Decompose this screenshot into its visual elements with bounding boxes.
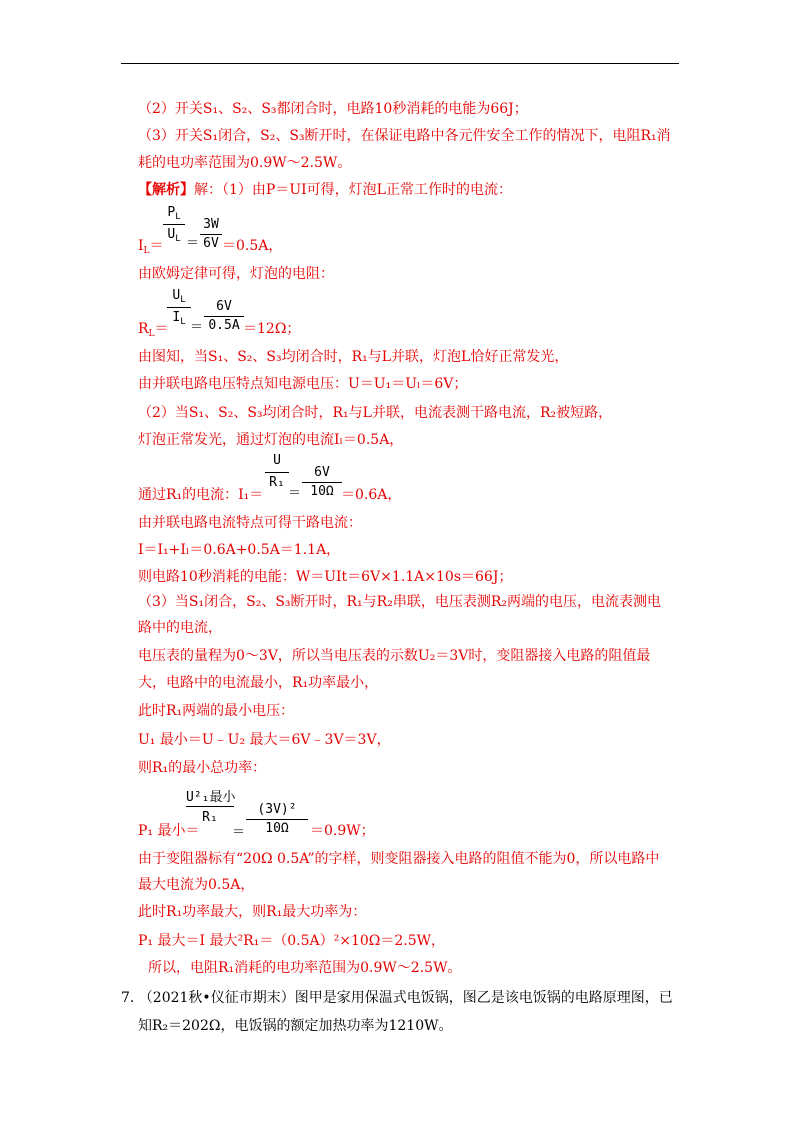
f3-result: ＝0.6A， [341,487,402,503]
f2-num: 6V [216,299,232,314]
rheostat-line-1: 由于变阻器标有“20Ω 0.5A”的字样，则变阻器接入电路的阻值不能为0，所以电路中 [138,851,660,867]
f1-result: ＝0.5A， [222,238,283,254]
header-rule [121,63,679,64]
f3-den: 10Ω [310,484,334,499]
circuit-line-1: 由图知，当S₁、S₂、S₃均闭合时，R₁与L并联，灯泡L恰好正常发光， [138,349,569,365]
f1-num: 3W [203,217,219,232]
f2-lhs-sub: L [148,329,155,339]
f2-den: 0.5A [208,318,240,333]
analysis-label: 【解析】 [138,182,194,198]
f4-lhs: P₁ 最小＝ [138,823,200,839]
f2-top-sub: L [180,295,186,305]
f2-bot: I [172,310,181,325]
circuit-line-2: 由并联电路电压特点知电源电压：U＝U₁＝Uₗ＝6V； [138,376,468,392]
f3-num: 6V [314,465,330,480]
part3-line-2: 路中的电流， [138,620,222,636]
f1-den: 6V [203,236,219,251]
min-voltage-label: 此时R₁两端的最小电压： [138,703,295,719]
ohm-law-line: 由欧姆定律可得，灯泡的电阻： [138,266,334,282]
f1-lhs: I [138,238,144,254]
f4-bot: R₁ [202,810,218,825]
f1-lhs-sub: L [143,246,150,256]
max-power-line: P₁ 最大＝I 最大²R₁＝（0.5A）²×10Ω＝2.5W， [138,933,446,949]
analysis-line [138,181,512,199]
analysis-text: 解：（1）由P＝UI可得，灯泡L正常工作时的电流： [194,182,512,198]
f1-bot-sub: L [175,234,181,244]
f3-pre: 通过R₁的电流：I₁＝ [138,487,264,503]
rheostat-line-2: 最大电流为0.5A， [138,877,255,893]
f2-top: U [172,288,181,303]
energy-line: 则电路10秒消耗的电能：W＝UIt＝6V×1.1A×10s＝66J； [138,569,513,585]
f2-lhs: R [138,321,149,337]
f4-result: ＝0.9W； [310,823,375,839]
min-voltage-line: U₁ 最小＝U﹣U₂ 最大＝6V﹣3V＝3V， [138,732,391,748]
question-7-line-1: 7. （2021秋•仪征市期末）图甲是家用保温式电饭锅，图乙是该电饭锅的电路原理图，已 [121,990,673,1006]
f1-top-sub: L [175,212,181,222]
conclusion-line: 所以，电阻R₁消耗的电功率范围为0.9W～2.5W。 [148,960,462,976]
f2-result: ＝12Ω； [243,321,301,337]
answer-2: （2）开关S₁、S₂、S₃都闭合时，电路10秒消耗的电能为66J； [138,101,528,117]
f3-bot: R₁ [269,475,285,490]
max-power-label: 此时R₁功率最大，则R₁最大功率为： [138,904,367,920]
question-7-line-2: 知R₂＝202Ω，电饭锅的额定加热功率为1210W。 [138,1018,453,1034]
f4-top: U²₁最小 [186,790,236,805]
answer-3-line1: （3）开关S₁闭合，S₂、S₃断开时，在保证电路中各元件安全工作的情况下，电阻R₁消 [138,128,671,144]
f1-bot: U [167,227,176,242]
f4-den: 10Ω [265,821,289,836]
f3-top: U [273,453,281,468]
part3-line-3: 电压表的量程为0～3V，所以当电压表的示数U₂＝3V时，变阻器接入电路的阻值最 [138,648,651,664]
min-power-label: 则R₁的最小总功率： [138,760,267,776]
part3-line-1: （3）当S₁闭合，S₂、S₃断开时，R₁与R₂串联，电压表测R₂两端的电压，电流表测电 [138,594,661,610]
total-current-line: I＝I₁+Iₗ＝0.6A+0.5A＝1.1A， [138,542,341,558]
f4-num: (3V)² [257,802,297,817]
answer-3-line2: 耗的电功率范围为0.9W～2.5W。 [138,155,352,171]
part2-line-1: （2）当S₁、S₂、S₃均闭合时，R₁与L并联，电流表测干路电流，R₂被短路， [138,405,613,421]
part2-line-2: 灯泡正常发光，通过灯泡的电流Iₗ＝0.5A， [138,432,404,448]
f2-bot-sub: L [180,317,186,327]
parallel-current-line: 由并联电路电流特点可得干路电流： [138,515,362,531]
part3-line-4: 大，电路中的电流最小，R₁功率最小， [138,675,379,691]
f1-top: P [167,205,176,220]
